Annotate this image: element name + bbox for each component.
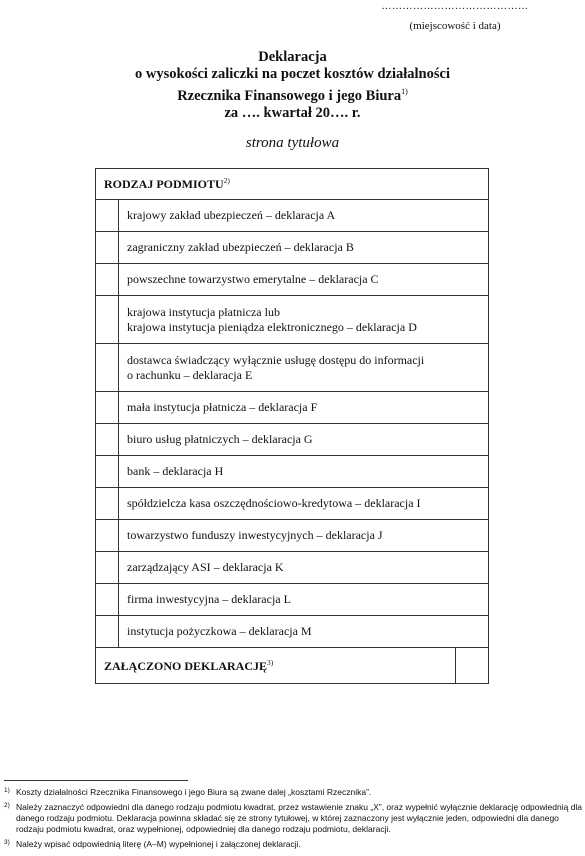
entity-type-header-text: RODZAJ PODMIOTU [104,177,224,191]
footnote-ref-1: 1) [401,87,408,96]
checkbox-cell[interactable] [96,296,119,344]
title-line-2: o wysokości zaliczki na poczet kosztów działalności [135,66,450,82]
subtitle: strona tytułowa [245,135,340,151]
footnote-text: Należy zaznaczyć odpowiedni dla danego rodzaju podmiotu kwadrat, przez wstawienie znaku „X”, oraz wypełnić wyłącznie deklarację odpowiednią dla danego rodzaju podmiotu. Deklaracja powinna składać się ze strony tytułowej, w której zaznaczony jest wyłącznie jeden, odpowiedni dla danego rodzaju podmiotu kwadrat, oraz wypełnionej, odpowiedniej dla danego rodzaju podmiotu, deklaracji. [16,802,583,834]
table-row [96,392,489,424]
footnote [4,839,584,850]
checkbox-cell[interactable] [96,424,119,456]
checkbox-cell[interactable] [96,552,119,584]
checkbox-cell[interactable] [96,584,119,616]
attached-declaration-inner [96,648,488,683]
entity-type-header [96,169,489,200]
entity-type-label [119,424,489,456]
checkbox-cell[interactable] [96,392,119,424]
footnote-divider [4,780,188,781]
entity-type-label-line-1: towarzystwo funduszy inwestycyjnych – deklaracja J [127,528,383,542]
entity-type-label-line-1: dostawca świadczący wyłącznie usługę dostępu do informacji [127,352,425,367]
checkbox-cell[interactable] [96,488,119,520]
table-row [96,296,489,344]
entity-type-label-line-1: instytucja pożyczkowa – deklaracja M [127,624,312,638]
entity-type-label-line-1: spółdzielcza kasa oszczędnościowo-kredytowa – deklaracja I [127,496,421,510]
footnote-ref-2: 2) [223,176,230,185]
place-date-dots: …………………………………… [381,1,529,12]
table-header-row [96,169,489,200]
entity-type-table [95,168,489,684]
entity-type-label-line-1: biuro usług płatniczych – deklaracja G [127,432,313,446]
footnote-ref-3: 3) [267,657,274,667]
entity-type-label [119,344,489,392]
entity-type-label-line-1: zagraniczny zakład ubezpieczeń – deklaracja B [127,240,354,254]
entity-type-label [119,520,489,552]
entity-type-label-line-1: firma inwestycyjna – deklaracja L [127,592,291,606]
table-row [96,264,489,296]
entity-type-label [119,488,489,520]
footnote-number: 3) [4,839,10,846]
entity-type-label-line-1: krajowa instytucja płatnicza lub [127,304,280,319]
entity-type-label-line-1: krajowy zakład ubezpieczeń – deklaracja A [127,208,336,222]
document-title [0,49,585,122]
entity-type-label [119,200,489,232]
entity-type-label [119,552,489,584]
checkbox-cell[interactable] [96,344,119,392]
entity-type-label [119,616,489,648]
entity-type-label-line-2: o rachunku – deklaracja E [127,367,253,382]
attached-declaration-label [96,648,456,683]
table-row [96,488,489,520]
place-date-field[interactable] [375,2,535,32]
entity-type-label [119,264,489,296]
entity-type-label-line-1: bank – deklaracja H [127,464,224,478]
title-line-1: Deklaracja [258,49,327,65]
attached-declaration-text: ZAŁĄCZONO DEKLARACJĘ [104,658,268,673]
entity-type-label-line-2: krajowa instytucja pieniądza elektronicznego – deklaracja D [127,319,417,334]
table-row [96,584,489,616]
footnotes [4,787,584,854]
table-row [96,616,489,648]
attached-declaration-cell [96,648,489,684]
entity-type-label-line-1: mała instytucja płatnicza – deklaracja F [127,400,318,414]
checkbox-cell[interactable] [96,264,119,296]
table-row [96,552,489,584]
entity-type-label-line-1: powszechne towarzystwo emerytalne – deklaracja C [127,272,379,286]
table-row [96,424,489,456]
checkbox-cell[interactable] [96,200,119,232]
footnote [4,802,584,835]
table-row [96,456,489,488]
table-row [96,200,489,232]
footnote-number: 2) [4,802,10,809]
entity-type-label [119,584,489,616]
table-row [96,344,489,392]
footnote [4,787,584,798]
title-line-3-text: Rzecznika Finansowego i jego Biura [177,87,402,104]
entity-type-label [119,456,489,488]
footnote-number: 1) [4,787,10,794]
title-line-4: za …. kwartał 20…. r. [224,104,361,121]
footnote-text: Koszty działalności Rzecznika Finansowego i jego Biura są zwane dalej „kosztami Rzecznika”. [16,787,372,797]
entity-type-label-line-1: zarządzający ASI – deklaracja K [127,560,284,574]
entity-type-label [119,232,489,264]
place-date-caption: (miejscowość i data) [409,20,501,32]
footnote-text: Należy wpisać odpowiednią literę (A–M) wypełnionej i załączonej deklaracji. [16,839,301,849]
table-row [96,232,489,264]
checkbox-cell[interactable] [96,456,119,488]
title-line-3 [0,83,585,105]
attached-declaration-row [96,648,489,684]
checkbox-cell[interactable] [96,232,119,264]
attached-declaration-letter-box[interactable] [456,648,489,683]
table-row [96,520,489,552]
entity-type-label [119,296,489,344]
entity-type-label [119,392,489,424]
attached-declaration-inner-row [96,648,488,683]
checkbox-cell[interactable] [96,520,119,552]
checkbox-cell[interactable] [96,616,119,648]
